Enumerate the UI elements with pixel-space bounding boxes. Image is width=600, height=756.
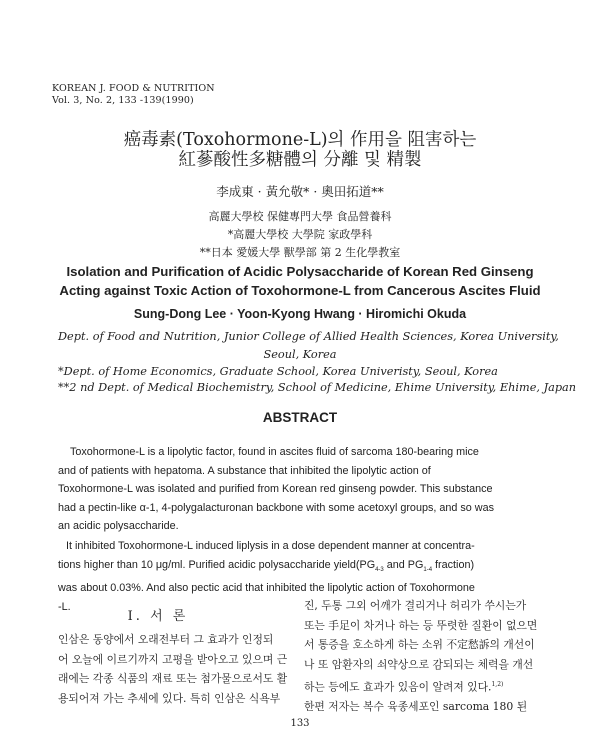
body-right-column [304,596,546,717]
english-title [0,262,600,300]
abstract-p2-text: fraction) [432,558,475,571]
body-line [304,675,546,697]
body-line: 서 통증을 호소하게 하는 소위 不定愁訴의 개선이 [304,638,535,652]
english-title-line2: Acting against Toxic Action of Toxohormone-L from Cancerous Ascites Fluid [59,283,541,298]
abstract-p2-text: and PG [383,558,424,571]
reference-superscript: 1,2) [491,680,504,688]
journal-name: KOREAN J. FOOD & NUTRITION [52,83,215,94]
abstract-p2-line: It inhibited Toxohormone-L induced liplysis in a dose dependent manner at concentra- [66,540,475,552]
abstract-p1-line: had a pectin-like α-1, 4-polygalacturonan backbone with some acetoxyl groups, and so was [58,501,494,514]
body-line: 또는 手足이 차거나 하는 등 뚜렷한 질환이 없으면 [304,618,538,632]
korean-title-line1: 癌毒素(Toxohormone-L)의 作用을 阻害하는 [123,130,477,150]
abstract-p1-line: and of patients with hepatoma. A substance that inhibited the lipolytic action of [58,464,431,477]
korean-authors: 李成東 · 黃允敬* · 奧田拓道** [216,184,384,199]
section-heading: I. 서 론 [127,609,189,624]
abstract-p2-line: -L. [58,600,71,613]
subscript: 1-4 [423,566,433,573]
korean-title-line2: 紅蔘酸性多糖體의 分離 및 精製 [178,150,422,170]
abstract-paragraph-1 [58,443,538,536]
abstract-p2-text: tions higher than 10 μg/ml. Purified acidic polysaccharide yield(PG [58,558,376,571]
body-line: 용되어져 가는 추세에 있다. 특히 인삼은 식욕부 [58,692,281,706]
korean-affiliation-3: **日本 愛媛大學 獸學部 第 2 生化學教室 [199,246,401,259]
abstract-p2-line [58,556,538,580]
body-line: 래에는 각종 식품의 재료 또는 첨가물으로서도 활 [58,672,288,686]
english-affiliation-1: Dept. of Food and Nutrition, Junior College of Allied Health Sciences, Korea University, [58,330,559,343]
english-authors: Sung-Dong Lee · Yoon-Kyong Hwang · Hiromichi Okuda [133,307,467,321]
english-affiliation-3: **2 nd Dept. of Medical Biochemistry, School of Medicine, Ehime University, Ehime, Japan [58,381,577,394]
body-line: 진, 두통 그외 어깨가 결리거나 허리가 쑤시는가 [304,599,527,612]
abstract-p2-line: was about 0.03%. And also pectic acid that inhibited the lipolytic action of Toxohormone [58,582,475,595]
body-line: 나 또 암환자의 쇠약상으로 감되되는 체력을 개선 [304,658,534,672]
abstract-heading: ABSTRACT [262,410,338,425]
english-affiliation-2: *Dept. of Home Economics, Graduate School, Korea Univeristy, Seoul, Korea [58,365,498,378]
subscript: 4-3 [375,566,384,573]
page-number: 133 [290,718,310,729]
korean-affiliation-2: *高麗大學校 大學院 家政學科 [227,228,373,241]
body-line: 인삼은 동양에서 오래전부터 그 효과가 인정되 [58,633,274,646]
body-left-column [58,630,300,709]
english-title-line1: Isolation and Purification of Acidic Polysaccharide of Korean Red Ginseng [66,264,534,279]
body-line: 한편 저자는 복수 육종세포인 sarcoma 180 된 [304,700,528,714]
abstract-p1-line: an acidic polysaccharide. [58,520,179,533]
english-affiliation-1-cont: Seoul, Korea [263,348,337,361]
journal-volume: Vol. 3, No. 2, 133 -139(1990) [52,95,194,106]
body-text: 하는 등에도 효과가 있음이 알려져 있다. [304,680,492,694]
abstract-p1-line: Toxohormone-L was isolated and purified from Korean red ginseng powder. This substance [58,483,493,496]
journal-header [52,83,215,107]
abstract-p1-line: Toxohormone-L is a lipolytic factor, found in ascites fluid of sarcoma 180-bearing mice [70,446,479,458]
body-line: 어 오늘에 이르기까지 고평을 받아오고 있으며 근 [58,652,288,666]
korean-affiliation-1: 高麗大學校 保健專門大學 食品營養科 [208,210,392,223]
korean-title [0,130,600,170]
